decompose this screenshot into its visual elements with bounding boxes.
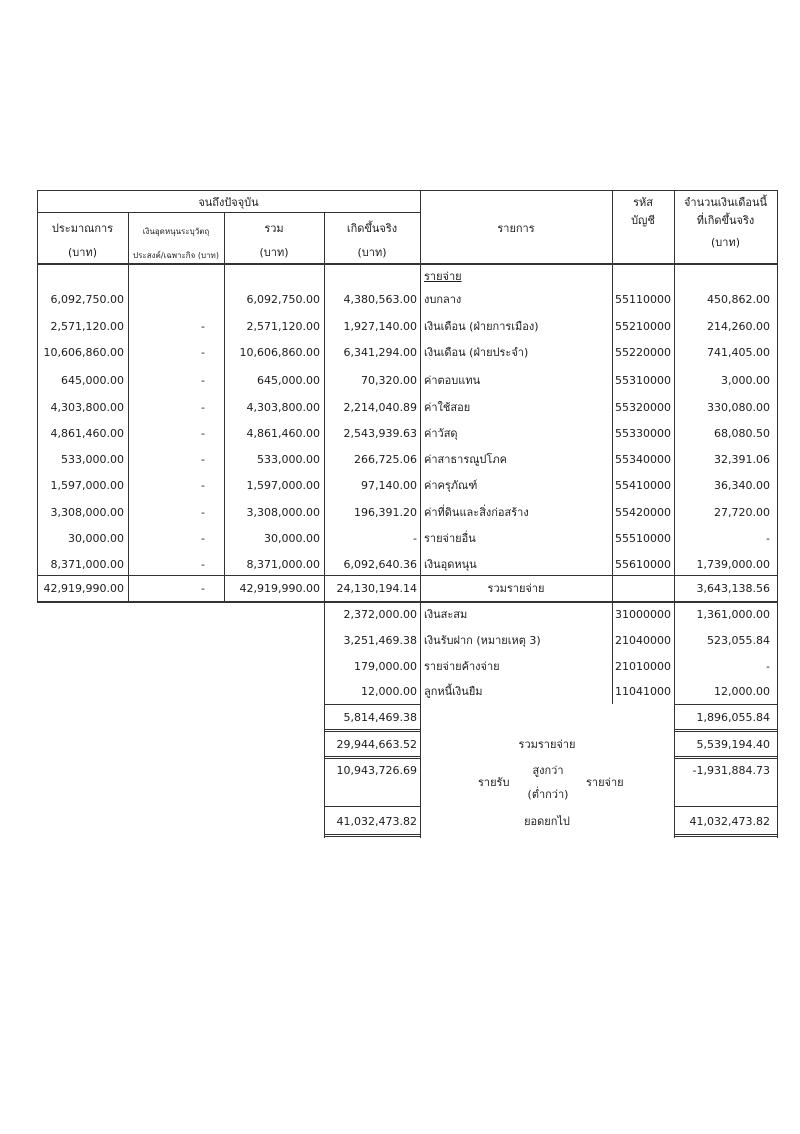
surplus-label-right: รายจ่าย — [586, 776, 624, 789]
cell-actual: 12,000.00 — [361, 685, 417, 698]
cell-item: ค่าตอบแทน — [424, 374, 481, 387]
cell-total: 533,000.00 — [257, 453, 320, 466]
header-actual-line1: เกิดขึ้นจริง — [346, 222, 398, 235]
cell-code: 55410000 — [615, 479, 671, 492]
lower-right-edge — [777, 602, 778, 838]
header-budget-line2: (บาท) — [68, 246, 97, 259]
cell-month: -1,931,884.73 — [692, 764, 770, 777]
cell-item: ค่าวัสดุ — [424, 427, 458, 440]
surplus-label-bottom: (ต่ำกว่า) — [527, 788, 569, 801]
cell-item: รายจ่ายค้างจ่าย — [424, 660, 500, 673]
cell-actual: 196,391.20 — [354, 506, 417, 519]
cell-budget: 4,303,800.00 — [50, 401, 124, 414]
col-sep-actual-header — [420, 190, 421, 602]
cell-code: 55610000 — [615, 558, 671, 571]
cell-item: เงินเดือน (ฝ่ายประจำ) — [424, 346, 529, 359]
carry-bottom-border-month — [674, 834, 777, 837]
cell-subsidy: - — [201, 558, 205, 571]
cell-actual: 6,341,294.00 — [343, 346, 417, 359]
cell-actual: 1,927,140.00 — [343, 320, 417, 333]
cell-month: 3,643,138.56 — [696, 582, 770, 595]
cell-month: 523,055.84 — [707, 634, 770, 647]
cell-budget: 8,371,000.00 — [50, 558, 124, 571]
cell-total: 30,000.00 — [264, 532, 320, 545]
header-subsidy-line2: ประสงค์/เฉพาะกิจ (บาท) — [133, 251, 219, 260]
cell-month: 3,000.00 — [721, 374, 770, 387]
cell-budget: 645,000.00 — [61, 374, 124, 387]
cell-total: 6,092,750.00 — [246, 293, 320, 306]
cell-budget: 10,606,860.00 — [43, 346, 124, 359]
header-subsidy-line1: เงินอุดหนุนระบุวัตถุ — [142, 227, 210, 236]
header-month-line2: ที่เกิดขึ้นจริง — [696, 214, 755, 227]
cell-actual: - — [413, 532, 417, 545]
cell-subsidy: - — [201, 346, 205, 359]
cell-actual: 2,543,939.63 — [343, 427, 417, 440]
cell-actual: 3,251,469.38 — [343, 634, 417, 647]
cell-subsidy: - — [201, 427, 205, 440]
header-month-line1: จำนวนเงินเดือนนี้ — [683, 196, 768, 209]
cell-item: ค่าที่ดินและสิ่งก่อสร้าง — [424, 506, 529, 519]
cell-item: เงินอุดหนุน — [424, 558, 477, 571]
surplus-label-top: สูงกว่า — [532, 764, 564, 777]
cell-actual: 2,372,000.00 — [343, 608, 417, 621]
cell-actual: 24,130,194.14 — [336, 582, 417, 595]
cell-month: 5,539,194.40 — [696, 738, 770, 751]
cell-total: 4,861,460.00 — [246, 427, 320, 440]
cell-month: 12,000.00 — [714, 685, 770, 698]
header-bottom-border — [37, 263, 777, 265]
cell-label: รวมรายจ่าย — [518, 738, 576, 751]
header-group-title: จนถึงปัจจุบัน — [198, 196, 259, 209]
cell-subsidy: - — [201, 453, 205, 466]
cell-total: 3,308,000.00 — [246, 506, 320, 519]
header-actual-line2: (บาท) — [357, 246, 387, 259]
cell-month: 32,391.06 — [714, 453, 770, 466]
group-header-divider — [37, 212, 420, 213]
cell-month: 1,896,055.84 — [696, 711, 770, 724]
cell-subsidy: - — [201, 506, 205, 519]
cell-item: เงินเดือน (ฝ่ายการเมือง) — [424, 320, 539, 333]
cell-item: เงินรับฝาก (หมายเหตุ 3) — [424, 634, 541, 647]
cell-code: 55420000 — [615, 506, 671, 519]
cell-code: 21010000 — [615, 660, 671, 673]
cell-budget: 30,000.00 — [68, 532, 124, 545]
cell-month: 330,080.00 — [707, 401, 770, 414]
cell-subsidy: - — [201, 374, 205, 387]
cell-month: 1,361,000.00 — [696, 608, 770, 621]
cell-code: 55330000 — [615, 427, 671, 440]
col-sep-actual-lower — [420, 602, 421, 704]
cell-code: 55320000 — [615, 401, 671, 414]
cell-budget: 533,000.00 — [61, 453, 124, 466]
cell-item: เงินสะสม — [424, 608, 468, 621]
cell-budget: 2,571,120.00 — [50, 320, 124, 333]
header-total-line2: (บาท) — [259, 246, 289, 259]
cell-code: 11041000 — [615, 685, 671, 698]
cell-item: งบกลาง — [424, 293, 462, 306]
cell-month: - — [766, 660, 770, 673]
cell-label: รวมรายจ่าย — [487, 582, 545, 595]
cell-actual: 6,092,640.36 — [343, 558, 417, 571]
col-sep-right-edge — [777, 190, 778, 602]
cell-code: 21040000 — [615, 634, 671, 647]
cell-code: 55510000 — [615, 532, 671, 545]
cell-subsidy: - — [201, 479, 205, 492]
header-code-line2: บัญชี — [631, 214, 655, 227]
cell-actual: 70,320.00 — [361, 374, 417, 387]
cell-actual: 179,000.00 — [354, 660, 417, 673]
cell-subsidy: - — [201, 532, 205, 545]
header-item: รายการ — [497, 222, 535, 235]
header-code-line1: รหัส — [633, 196, 653, 209]
subtotal-top-border — [324, 704, 420, 705]
cell-item: รายจ่ายอื่น — [424, 532, 476, 545]
grand-total-top-border — [324, 729, 420, 732]
cell-actual: 2,214,040.89 — [343, 401, 417, 414]
cell-month: 450,862.00 — [707, 293, 770, 306]
carry-top-border — [324, 806, 420, 807]
cell-total: 42,919,990.00 — [239, 582, 320, 595]
cell-actual: 29,944,663.52 — [336, 738, 417, 751]
carry-top-border-month — [674, 806, 777, 807]
surplus-top-border — [324, 756, 420, 759]
cell-subsidy: - — [201, 582, 205, 595]
subtotal-top-border-month — [674, 704, 777, 705]
cell-code: 55310000 — [615, 374, 671, 387]
header-budget-line1: ประมาณการ — [51, 222, 114, 235]
header-total-line1: รวม — [264, 222, 284, 235]
cell-total: 2,571,120.00 — [246, 320, 320, 333]
cell-total: 8,371,000.00 — [246, 558, 320, 571]
cell-label: ยอดยกไป — [524, 815, 570, 828]
cell-code: 55340000 — [615, 453, 671, 466]
surplus-top-border-month — [674, 756, 777, 759]
cell-month: 36,340.00 — [714, 479, 770, 492]
cell-item: ลูกหนี้เงินยืม — [424, 685, 483, 698]
cell-month: 214,260.00 — [707, 320, 770, 333]
cell-code: 31000000 — [615, 608, 671, 621]
cell-month: 741,405.00 — [707, 346, 770, 359]
cell-total: 1,597,000.00 — [246, 479, 320, 492]
cell-item: ค่าสาธารณูปโภค — [424, 453, 507, 466]
cell-budget: 3,308,000.00 — [50, 506, 124, 519]
expense-total-bottom-border — [37, 601, 777, 603]
cell-month: 68,080.50 — [714, 427, 770, 440]
cell-subsidy: - — [201, 401, 205, 414]
cell-actual: 5,814,469.38 — [343, 711, 417, 724]
cell-actual: 10,943,726.69 — [336, 764, 417, 777]
cell-month: 27,720.00 — [714, 506, 770, 519]
grand-total-top-border-month — [674, 729, 777, 732]
cell-actual: 97,140.00 — [361, 479, 417, 492]
cell-code: 55220000 — [615, 346, 671, 359]
cell-total: 4,303,800.00 — [246, 401, 320, 414]
cell-code: 55210000 — [615, 320, 671, 333]
cell-month: 1,739,000.00 — [696, 558, 770, 571]
cell-month: 41,032,473.82 — [689, 815, 770, 828]
cell-budget: 42,919,990.00 — [43, 582, 124, 595]
cell-total: 645,000.00 — [257, 374, 320, 387]
cell-actual: 266,725.06 — [354, 453, 417, 466]
cell-actual: 41,032,473.82 — [336, 815, 417, 828]
header-month-line3: (บาท) — [711, 236, 740, 249]
surplus-label-left: รายรับ — [478, 776, 510, 789]
table-top-border — [37, 190, 777, 191]
carry-bottom-border — [324, 834, 420, 837]
cell-actual: 4,380,563.00 — [343, 293, 417, 306]
cell-item: ค่าครุภัณฑ์ — [424, 479, 478, 492]
cell-item: ค่าใช้สอย — [424, 401, 471, 414]
cell-budget: 4,861,460.00 — [50, 427, 124, 440]
section-title-expenses: รายจ่าย — [424, 270, 462, 283]
cell-budget: 1,597,000.00 — [50, 479, 124, 492]
expense-total-top-border — [37, 575, 777, 576]
cell-total: 10,606,860.00 — [239, 346, 320, 359]
cell-month: - — [766, 532, 770, 545]
cell-subsidy: - — [201, 320, 205, 333]
cell-budget: 6,092,750.00 — [50, 293, 124, 306]
cell-code: 55110000 — [615, 293, 671, 306]
